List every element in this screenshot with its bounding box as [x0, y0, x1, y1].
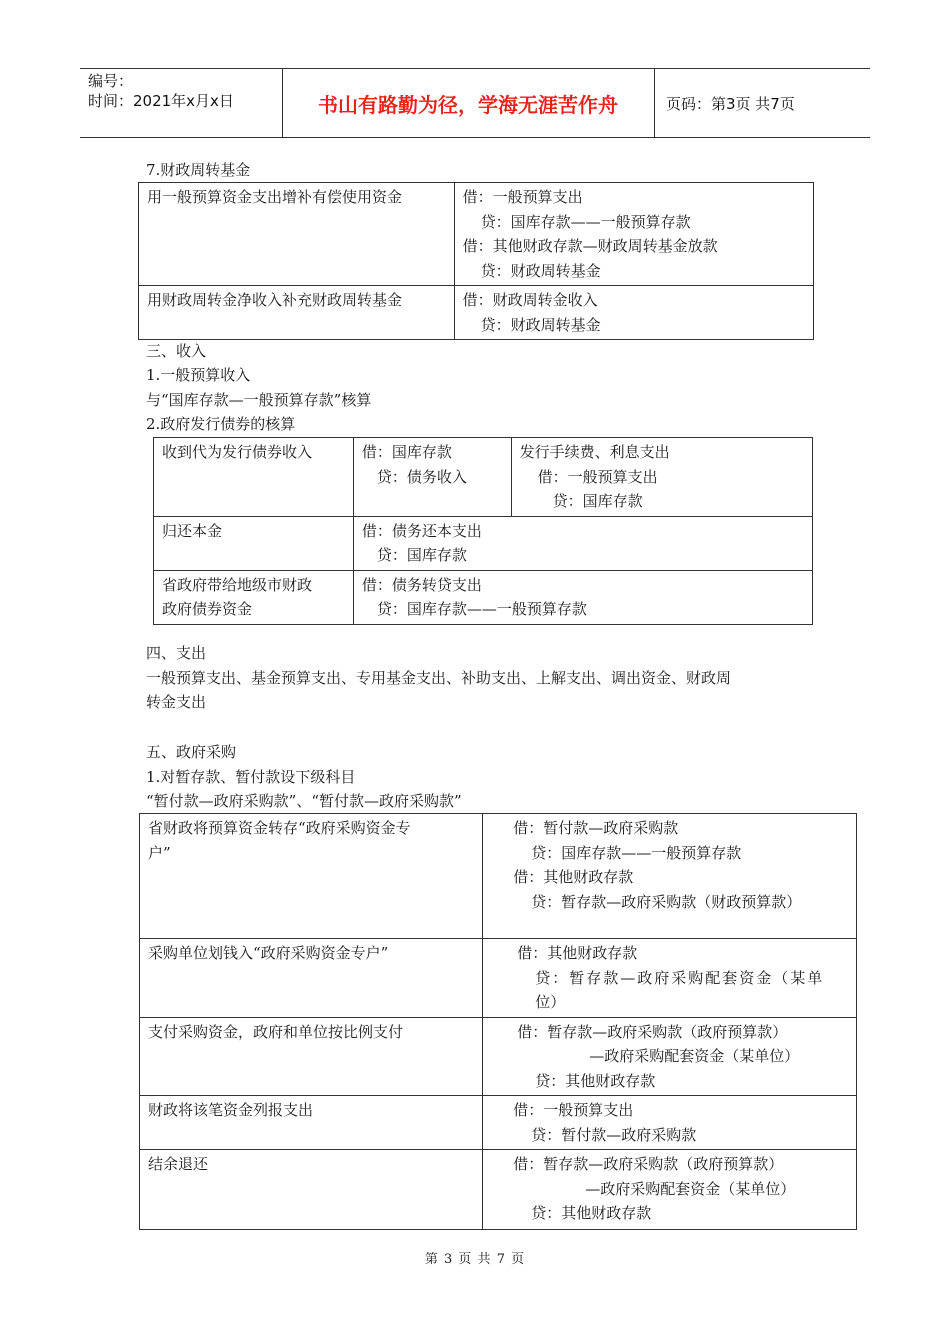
header-motto: 书山有路勤为径，学海无涯苦作舟	[318, 92, 618, 117]
table-row	[140, 1150, 857, 1230]
table-row	[140, 1096, 857, 1150]
table-row	[140, 1017, 857, 1096]
header-meta	[88, 71, 234, 111]
header-page-number: 页码：第3页 共7页	[666, 94, 795, 113]
page-footer: 第 3 页 共 7 页	[424, 1252, 526, 1267]
section-heading: 四、支出	[146, 644, 207, 662]
document-time: 时间：2021年x月x日	[88, 92, 234, 110]
table-cell: 发行手续费、利息支出 借：一般预算支出 贷：国库存款	[511, 438, 812, 517]
table-cell: 借：一般预算支出 贷：国库存款——一般预算存款 借：其他财政存款—财政周转基金放款 贷：财政周转基金	[454, 183, 813, 286]
table-cell: 借：其他财政存款 贷：暂存款—政府采购配套资金（某单 位）	[483, 939, 857, 1018]
table-cell: 归还本金	[154, 516, 354, 570]
table-cell: 借：财政周转金收入 贷：财政周转基金	[454, 286, 813, 340]
table-cell: 结余退还	[140, 1150, 483, 1230]
paragraph: “暂付款—政府采购款”、“暂付款—政府采购款”	[146, 792, 462, 810]
section-heading: 三、收入	[146, 342, 207, 360]
paragraph: 转金支出	[146, 693, 207, 711]
paragraph: 1.对暂存款、暂付款设下级科目	[146, 768, 356, 786]
table-row	[154, 516, 813, 570]
table-cell: 借：一般预算支出 贷：暂付款—政府采购款	[483, 1096, 857, 1150]
section-title: 7.财政周转基金	[146, 161, 251, 179]
section-heading: 五、政府采购	[146, 743, 237, 761]
paragraph: 一般预算支出、基金预算支出、专用基金支出、补助支出、上解支出、调出资金、财政周	[146, 669, 732, 687]
table-row	[139, 183, 814, 286]
table-cell: 借：暂付款—政府采购款 贷：国库存款——一般预算存款 借：其他财政存款 贷：暂存款—政府采购款（财政预算款）	[483, 814, 857, 939]
table-row	[139, 286, 814, 340]
paragraph: 2.政府发行债券的核算	[146, 415, 296, 433]
table-row	[154, 438, 813, 517]
table-cell: 省财政将预算资金转存“政府采购资金专 户”	[140, 814, 483, 939]
table-cell: 支付采购资金，政府和单位按比例支付	[140, 1017, 483, 1096]
table-cell: 省政府带给地级市财政 政府债券资金	[154, 570, 354, 624]
table-fund	[138, 182, 814, 340]
table-row	[154, 570, 813, 624]
table-bond	[153, 437, 813, 625]
table-cell: 收到代为发行债券收入	[154, 438, 354, 517]
table-row	[140, 939, 857, 1018]
table-row	[140, 814, 857, 939]
table-cell: 借：国库存款 贷：债务收入	[353, 438, 511, 517]
header-divider	[654, 69, 655, 137]
table-cell: 借：暂存款—政府采购款（政府预算款） —政府采购配套资金（某单位） 贷：其他财政存款	[483, 1017, 857, 1096]
paragraph: 1.一般预算收入	[146, 366, 251, 384]
table-cell: 借：债务还本支出 贷：国库存款	[353, 516, 812, 570]
table-cell: 借：债务转贷支出 贷：国库存款——一般预算存款	[353, 570, 812, 624]
table-cell: 财政将该笔资金列报支出	[140, 1096, 483, 1150]
document-number: 编号：	[88, 72, 134, 90]
table-cell: 采购单位划钱入“政府采购资金专户”	[140, 939, 483, 1018]
table-cell: 用一般预算资金支出增补有偿使用资金	[139, 183, 455, 286]
table-cell: 用财政周转金净收入补充财政周转基金	[139, 286, 455, 340]
paragraph: 与“国库存款—一般预算存款”核算	[146, 391, 372, 409]
table-cell: 借：暂存款—政府采购款（政府预算款） —政府采购配套资金（某单位） 贷：其他财政存款	[483, 1150, 857, 1230]
page-header	[80, 68, 870, 138]
table-procurement	[139, 813, 857, 1230]
